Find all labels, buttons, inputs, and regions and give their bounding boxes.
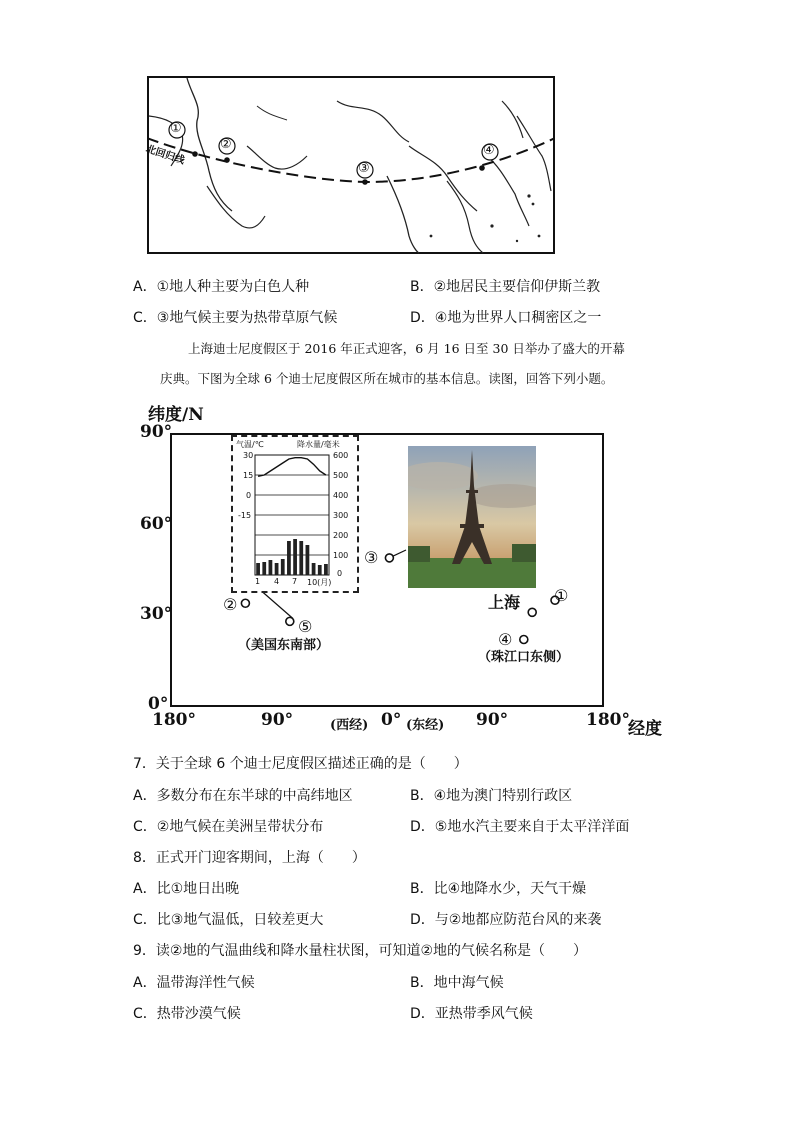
- question-9-stem: 9．读②地的气温曲线和降水量柱状图，可知道②地的气候名称是（ ）: [133, 943, 588, 959]
- option-text: 温带海洋性气候: [156, 975, 255, 991]
- question-7-stem: 7．关于全球 6 个迪士尼度假区描述正确的是（ ）: [133, 756, 468, 772]
- precip-bar: [312, 563, 316, 575]
- precip-tick: 300: [333, 511, 349, 520]
- option-text: ②地气候在美洲呈带状分布: [156, 819, 324, 835]
- disney-chart: [140, 398, 680, 740]
- y-tick-label: 0°: [148, 694, 169, 714]
- option-letter: B．: [410, 881, 434, 897]
- y-axis-title: 纬度/N: [148, 405, 204, 425]
- option-text: ②地居民主要信仰伊斯兰教: [433, 279, 601, 295]
- option-text: ⑤地水汽主要来自于太平洋洋面: [434, 819, 630, 835]
- month-tick: 4: [274, 577, 280, 586]
- precip-tick: 600: [333, 451, 349, 460]
- x-tick-label: 180°: [152, 710, 196, 730]
- option-letter: B．: [410, 975, 434, 991]
- option-text: 亚热带季风气候: [434, 1006, 533, 1022]
- climate-inset: [231, 435, 359, 593]
- option-text: 比①地日出晚: [156, 881, 240, 897]
- q9-option-b[interactable]: [410, 972, 504, 992]
- option-letter: C．: [133, 310, 157, 326]
- city-point: [520, 636, 528, 644]
- precip-bar: [293, 539, 297, 575]
- temp-axis-title: 气温/℃: [236, 440, 264, 449]
- map-marker-1: ①: [170, 121, 182, 136]
- point-label-shanghai: 上海: [488, 593, 521, 612]
- x-tick-label: (东经): [406, 718, 445, 733]
- precip-bar: [287, 541, 291, 575]
- asia-map-figure: [144, 76, 555, 254]
- option-text: 地中海气候: [433, 975, 504, 991]
- city-point: [241, 599, 249, 607]
- precip-bar: [262, 562, 266, 575]
- prev-option-b[interactable]: [410, 276, 600, 296]
- option-letter: A．: [133, 975, 157, 991]
- map-svg: [147, 76, 555, 254]
- x-axis-title: 经度: [628, 719, 662, 739]
- precip-bar: [299, 541, 303, 575]
- x-tick-label: 90°: [261, 710, 294, 730]
- option-text: ④地为澳门特别行政区: [433, 788, 573, 804]
- q7-option-d[interactable]: [410, 816, 629, 836]
- city-point: [528, 608, 536, 616]
- q9-option-c[interactable]: [133, 1003, 241, 1023]
- month-tick: 1: [255, 577, 261, 586]
- q8-option-d[interactable]: [410, 909, 601, 929]
- q9-option-a[interactable]: [133, 972, 255, 992]
- option-text: 与②地都应防范台风的来袭: [434, 912, 602, 928]
- intro-line-1: 上海迪士尼度假区于 2016 年正式迎客，6 月 16 日至 30 日举办了盛大的开幕: [188, 341, 625, 356]
- precip-bar: [318, 565, 322, 575]
- question-8-stem: 8．正式开门迎客期间，上海（ ）: [133, 850, 366, 866]
- prev-option-a[interactable]: [133, 276, 309, 296]
- map-marker-2: ②: [220, 137, 232, 152]
- q7-option-a[interactable]: [133, 785, 353, 805]
- point-label-5: ⑤: [298, 617, 313, 636]
- point-label-4: ④: [498, 630, 513, 649]
- precip-bar: [256, 563, 260, 575]
- map-marker-3: ③: [358, 161, 370, 176]
- prev-option-d[interactable]: [410, 307, 601, 327]
- option-letter: A．: [133, 881, 157, 897]
- point-label-3: ③: [364, 548, 379, 567]
- y-tick-label: 30°: [140, 604, 173, 624]
- x-tick-label: (西经): [330, 718, 369, 733]
- precip-tick: 500: [333, 471, 349, 480]
- option-letter: C．: [133, 819, 157, 835]
- precip-bar: [306, 545, 310, 575]
- y-tick-label: 60°: [140, 514, 173, 534]
- q9-option-d[interactable]: [410, 1003, 533, 1023]
- option-letter: B．: [410, 279, 434, 295]
- precip-bar: [275, 563, 279, 575]
- option-letter: C．: [133, 1006, 157, 1022]
- option-letter: D．: [410, 1006, 435, 1022]
- option-text: ④地为世界人口稠密区之一: [434, 310, 602, 326]
- precip-axis-title: 降水量/毫米: [297, 440, 340, 449]
- x-tick-label: 0°: [381, 710, 402, 730]
- precip-tick: 400: [333, 491, 349, 500]
- prev-option-c[interactable]: [133, 307, 337, 327]
- point-label-1: ①: [554, 586, 569, 605]
- option-text: ①地人种主要为白色人种: [156, 279, 310, 295]
- option-letter: D．: [410, 310, 435, 326]
- option-text: 多数分布在东半球的中高纬地区: [156, 788, 353, 804]
- option-letter: A．: [133, 279, 157, 295]
- q7-option-b[interactable]: [410, 785, 572, 805]
- option-letter: D．: [410, 819, 435, 835]
- option-text: 比④地降水少，天气干燥: [433, 881, 587, 897]
- temp-tick: 15: [243, 471, 254, 480]
- temp-tick: 0: [246, 491, 252, 500]
- month-tick: 7: [292, 577, 298, 586]
- x-tick-label: 90°: [476, 710, 509, 730]
- option-letter: A．: [133, 788, 157, 804]
- precip-tick: 0: [337, 569, 343, 578]
- city-point: [385, 554, 393, 562]
- temperature-curve: [258, 458, 326, 477]
- precip-tick: 200: [333, 531, 349, 540]
- eiffel-tower-photo: [408, 446, 536, 588]
- precip-bar: [269, 560, 273, 575]
- precip-bar: [324, 564, 328, 575]
- option-text: ③地气候主要为热带草原气候: [156, 310, 338, 326]
- intro-line-2: 庆典。下图为全球 6 个迪士尼度假区所在城市的基本信息。读图，回答下列小题。: [160, 371, 614, 386]
- tropic-label: 北回归线: [144, 143, 186, 167]
- option-text: 热带沙漠气候: [156, 1006, 241, 1022]
- temp-tick: 30: [243, 451, 254, 460]
- temp-tick: -15: [238, 511, 252, 520]
- point-note-5: （美国东南部）: [238, 638, 330, 653]
- y-tick-label: 90°: [140, 422, 173, 442]
- point-note-4: （珠江口东侧）: [478, 650, 570, 665]
- q8-option-a[interactable]: [133, 878, 239, 898]
- leader-line: [393, 550, 406, 556]
- option-text: 比③地气温低，日较差更大: [156, 912, 324, 928]
- map-marker-4: ④: [483, 143, 495, 158]
- option-letter: D．: [410, 912, 435, 928]
- point-label-2: ②: [223, 595, 238, 614]
- q7-option-c[interactable]: [133, 816, 323, 836]
- q8-option-c[interactable]: [133, 909, 323, 929]
- precip-bar: [281, 559, 285, 575]
- precip-tick: 100: [333, 551, 349, 560]
- month-tick: 10(月): [307, 578, 332, 587]
- option-letter: B．: [410, 788, 434, 804]
- x-tick-label: 180°: [586, 710, 630, 730]
- option-letter: C．: [133, 912, 157, 928]
- q8-option-b[interactable]: [410, 878, 586, 898]
